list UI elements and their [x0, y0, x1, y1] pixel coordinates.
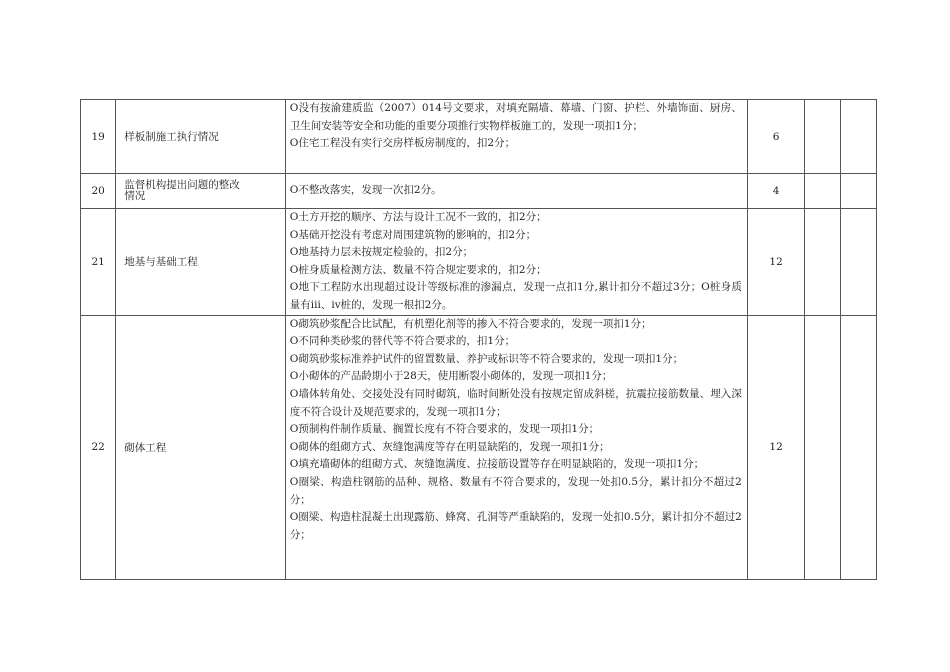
criteria-line: O地基持力层未按规定检验的，扣2分；: [289, 246, 474, 259]
score-cell: 4: [747, 174, 805, 209]
criteria-line: O小砌体的产品龄期小于28天，使用断裂小砌体的，发现一项扣1分；: [289, 370, 613, 383]
criteria-cell: [285, 209, 747, 316]
blank-cell: [805, 209, 840, 316]
criteria-line: O墙体转角处、交接处没有同时砌筑，临时间断处没有按规定留成斜槎，抗震拉接筋数量、埋入深度不符合设计及规范要求的，发现一项扣1分；: [289, 387, 742, 418]
blank-cell: [805, 174, 840, 209]
criteria-line: O地下工程防水出现超过设计等级标准的渗漏点，发现一点扣1分,累计扣分不超过3分；O桩身质量有iii、iv桩的，发现一根扣2分。: [289, 281, 742, 311]
blank-cell: [840, 315, 876, 579]
criteria-line: O圈梁、构造柱混凝土出现露筋、蜂窝、孔洞等严重缺陷的，发现一处扣0.5分，累计扣分不超过2分；: [289, 511, 742, 541]
score-cell: 12: [747, 315, 805, 579]
criteria-line: O不整改落实，发现一次扣2分。: [289, 184, 442, 197]
score-cell: 12: [747, 209, 805, 316]
blank-cell: [840, 174, 876, 209]
criteria-line: O土方开挖的顺序、方法与设计工况不一致的，扣2分；: [289, 211, 547, 223]
criteria-line: O基础开挖没有考虑对周围建筑物的影响的，扣2分；: [289, 228, 537, 241]
criteria-line: O住宅工程没有实行交房样板房制度的，扣2分；: [289, 137, 516, 150]
row-number: 22: [81, 315, 116, 579]
criteria-line: O预制构件制作质量、搁置长度有不符合要求的，发现一项扣1分；: [289, 423, 600, 436]
criteria-line: O不同种类砂浆的替代等不符合要求的，扣1分；: [289, 335, 516, 348]
criteria-line: O砌体的组砌方式、灰缝饱满度等存在明显缺陷的，发现一项扣1分；: [289, 440, 610, 453]
item-name: 样板制施工执行情况: [116, 100, 285, 174]
row-number: 21: [81, 209, 116, 316]
criteria-line: O桩身质量检测方法、数量不符合规定要求的，扣2分；: [289, 263, 547, 276]
blank-cell: [805, 100, 840, 174]
item-name: [116, 174, 285, 209]
criteria-cell: [285, 174, 747, 209]
table-row: [81, 209, 877, 316]
score-cell: 6: [747, 100, 805, 174]
blank-cell: [840, 209, 876, 316]
item-name: 地基与基础工程: [116, 209, 285, 316]
table-row: [81, 100, 877, 174]
criteria-cell: [285, 100, 747, 174]
item-name: 砌体工程: [116, 315, 285, 579]
scoring-table: [80, 99, 877, 580]
table-row: [81, 174, 877, 209]
row-number: 19: [81, 100, 116, 174]
criteria-cell: [285, 315, 747, 579]
criteria-line: O砌筑砂浆配合比试配，有机塑化剂等的掺入不符合要求的，发现一项扣1分；: [289, 317, 652, 330]
criteria-line: O圈梁、构造柱钢筋的品种、规格、数量有不符合要求的，发现一处扣0.5分，累计扣分不超过2分；: [289, 475, 742, 506]
item-name-text: 监督机构提出问题的整改情况: [124, 179, 240, 202]
row-number: 20: [81, 174, 116, 209]
criteria-line: O没有按渝建质监（2007）014号文要求，对填充隔墙、幕墙、门窗、护栏、外墙饰面、厨房、卫生间安装等安全和功能的重要分项推行实物样板施工的，发现一项扣1分；: [289, 102, 742, 132]
criteria-line: O砌筑砂浆标准养护试件的留置数量、养护或标识等不符合要求的，发现一项扣1分；: [289, 352, 684, 365]
blank-cell: [840, 100, 876, 174]
table-row: [81, 315, 877, 579]
criteria-line: O填充墙砌体的组砌方式、灰缝饱满度、拉接筋设置等存在明显缺陷的，发现一项扣1分；: [289, 458, 705, 471]
blank-cell: [805, 315, 840, 579]
